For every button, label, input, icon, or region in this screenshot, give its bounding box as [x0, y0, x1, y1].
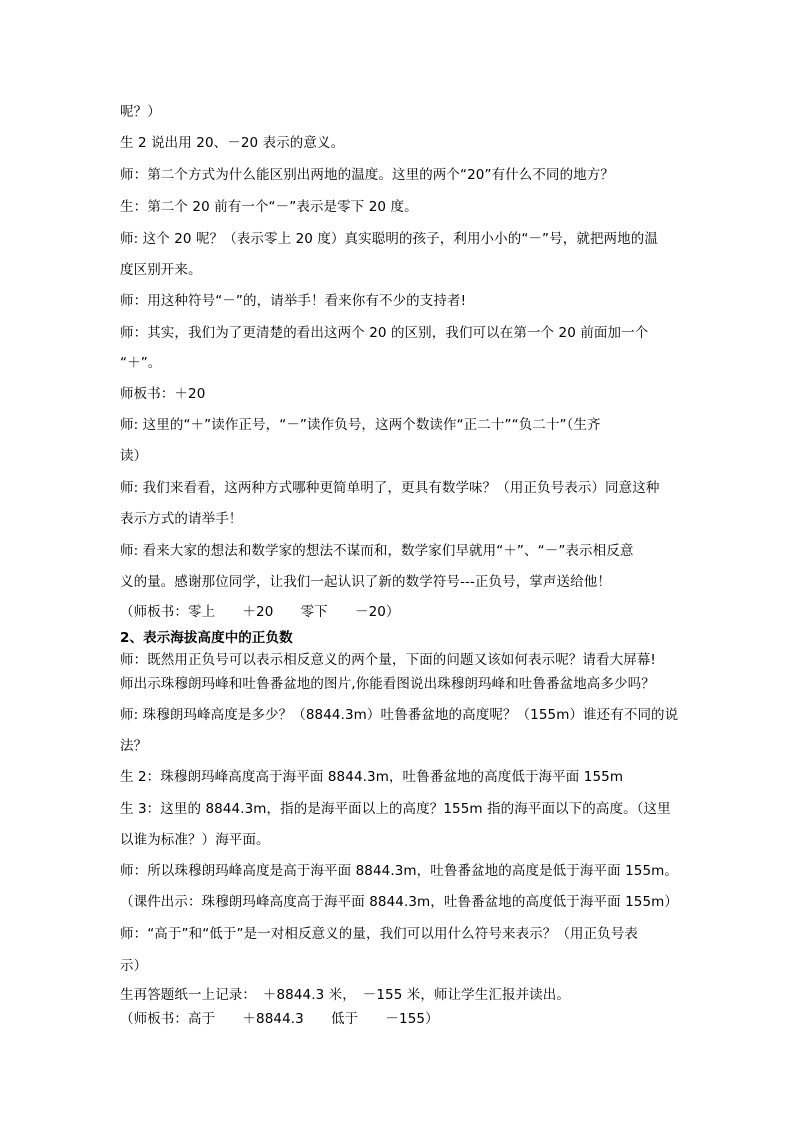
text-line: 师: 我们来看看，这两种方式哪种更简单明了，更具有数学味？（用正负号表示）同意这种 — [120, 480, 660, 496]
text-line: 师：其实，我们为了更清楚的看出这两个 20 的区别，我们可以在第一个 20 前面加一个 — [120, 325, 649, 341]
text-line: 师：“高于”和“低于”是一对相反意义的量，我们可以用什么符号来表示？（用正负号表 — [120, 926, 638, 942]
text-line: 师: 珠穆朗玛峰高度是多少？（8844.3m）吐鲁番盆地的高度呢？（155m）谁还有不同的说 — [120, 707, 679, 723]
text-line: 师：第二个方式为什么能区别出两地的温度。这里的两个“20”有什么不同的地方？ — [120, 167, 614, 183]
text-line: 法？ — [120, 738, 148, 754]
text-line: 师: 这里的“＋”读作正号，“－”读作负号，这两个数读作“正二十”“负二十”（生齐 — [120, 417, 601, 433]
text-line: 生 2 说出用 20、－20 表示的意义。 — [120, 135, 345, 151]
text-line: 以谁为标准？）海平面。 — [120, 832, 270, 848]
text-line: 师: 这个 20 呢？（表示零上 20 度）真实聪明的孩子，利用小小的“－”号，就把两地的温 — [120, 231, 658, 247]
text-line: 师: 看来大家的想法和数学家的想法不谋而和，数学家们早就用“＋”、“－”表示相反意 — [120, 543, 634, 559]
text-line: 呢？） — [120, 104, 161, 120]
text-line: 师：用这种符号“－”的，请举手！看来你有不少的支持者! — [120, 293, 467, 309]
text-line: 师出示珠穆朗玛峰和吐鲁番盆地的图片,你能看图说出珠穆朗玛峰和吐鲁番盆地高多少吗？ — [120, 676, 655, 692]
text-line: 生再答题纸一上记录： ＋8844.3 米， －155 米，师让学生汇报并读出。 — [120, 987, 570, 1003]
text-line: 生：第二个 20 前有一个“－”表示是零下 20 度。 — [120, 199, 418, 215]
text-line: （师板书：零上 ＋20 零下 －20） — [120, 604, 400, 620]
text-line: 师板书：＋20 — [120, 386, 206, 402]
text-line: 义的量。感谢那位同学，让我们一起认识了新的数学符号---正负号，掌声送给他！ — [120, 574, 611, 590]
text-line: 生 3：这里的 8844.3m，指的是海平面以上的高度？155m 指的海平面以下的高度。（这里 — [120, 801, 671, 817]
text-line: 生 2：珠穆朗玛峰高度高于海平面 8844.3m，吐鲁番盆地的高度低于海平面 155m — [120, 769, 624, 785]
text-line: 师：所以珠穆朗玛峰高度是高于海平面 8844.3m，吐鲁番盆地的高度是低于海平面 155m。 — [120, 863, 678, 879]
text-line: （课件出示：珠穆朗玛峰高度高于海平面 8844.3m，吐鲁番盆地的高度低于海平面 155m） — [120, 894, 678, 910]
text-line: 表示方式的请举手！ — [120, 511, 243, 527]
text-line: 示） — [120, 958, 148, 974]
text-line: 读） — [120, 448, 148, 464]
section-heading: 2、表示海拔高度中的正负数 — [120, 630, 293, 646]
text-line: “＋”。 — [120, 355, 162, 371]
text-line: （师板书：高于 ＋8844.3 低于 －155） — [120, 1011, 439, 1027]
text-line: 师：既然用正负号可以表示相反意义的两个量，下面的问题又该如何表示呢？请看大屏幕! — [120, 652, 656, 668]
text-line: 度区别开来。 — [120, 262, 202, 278]
